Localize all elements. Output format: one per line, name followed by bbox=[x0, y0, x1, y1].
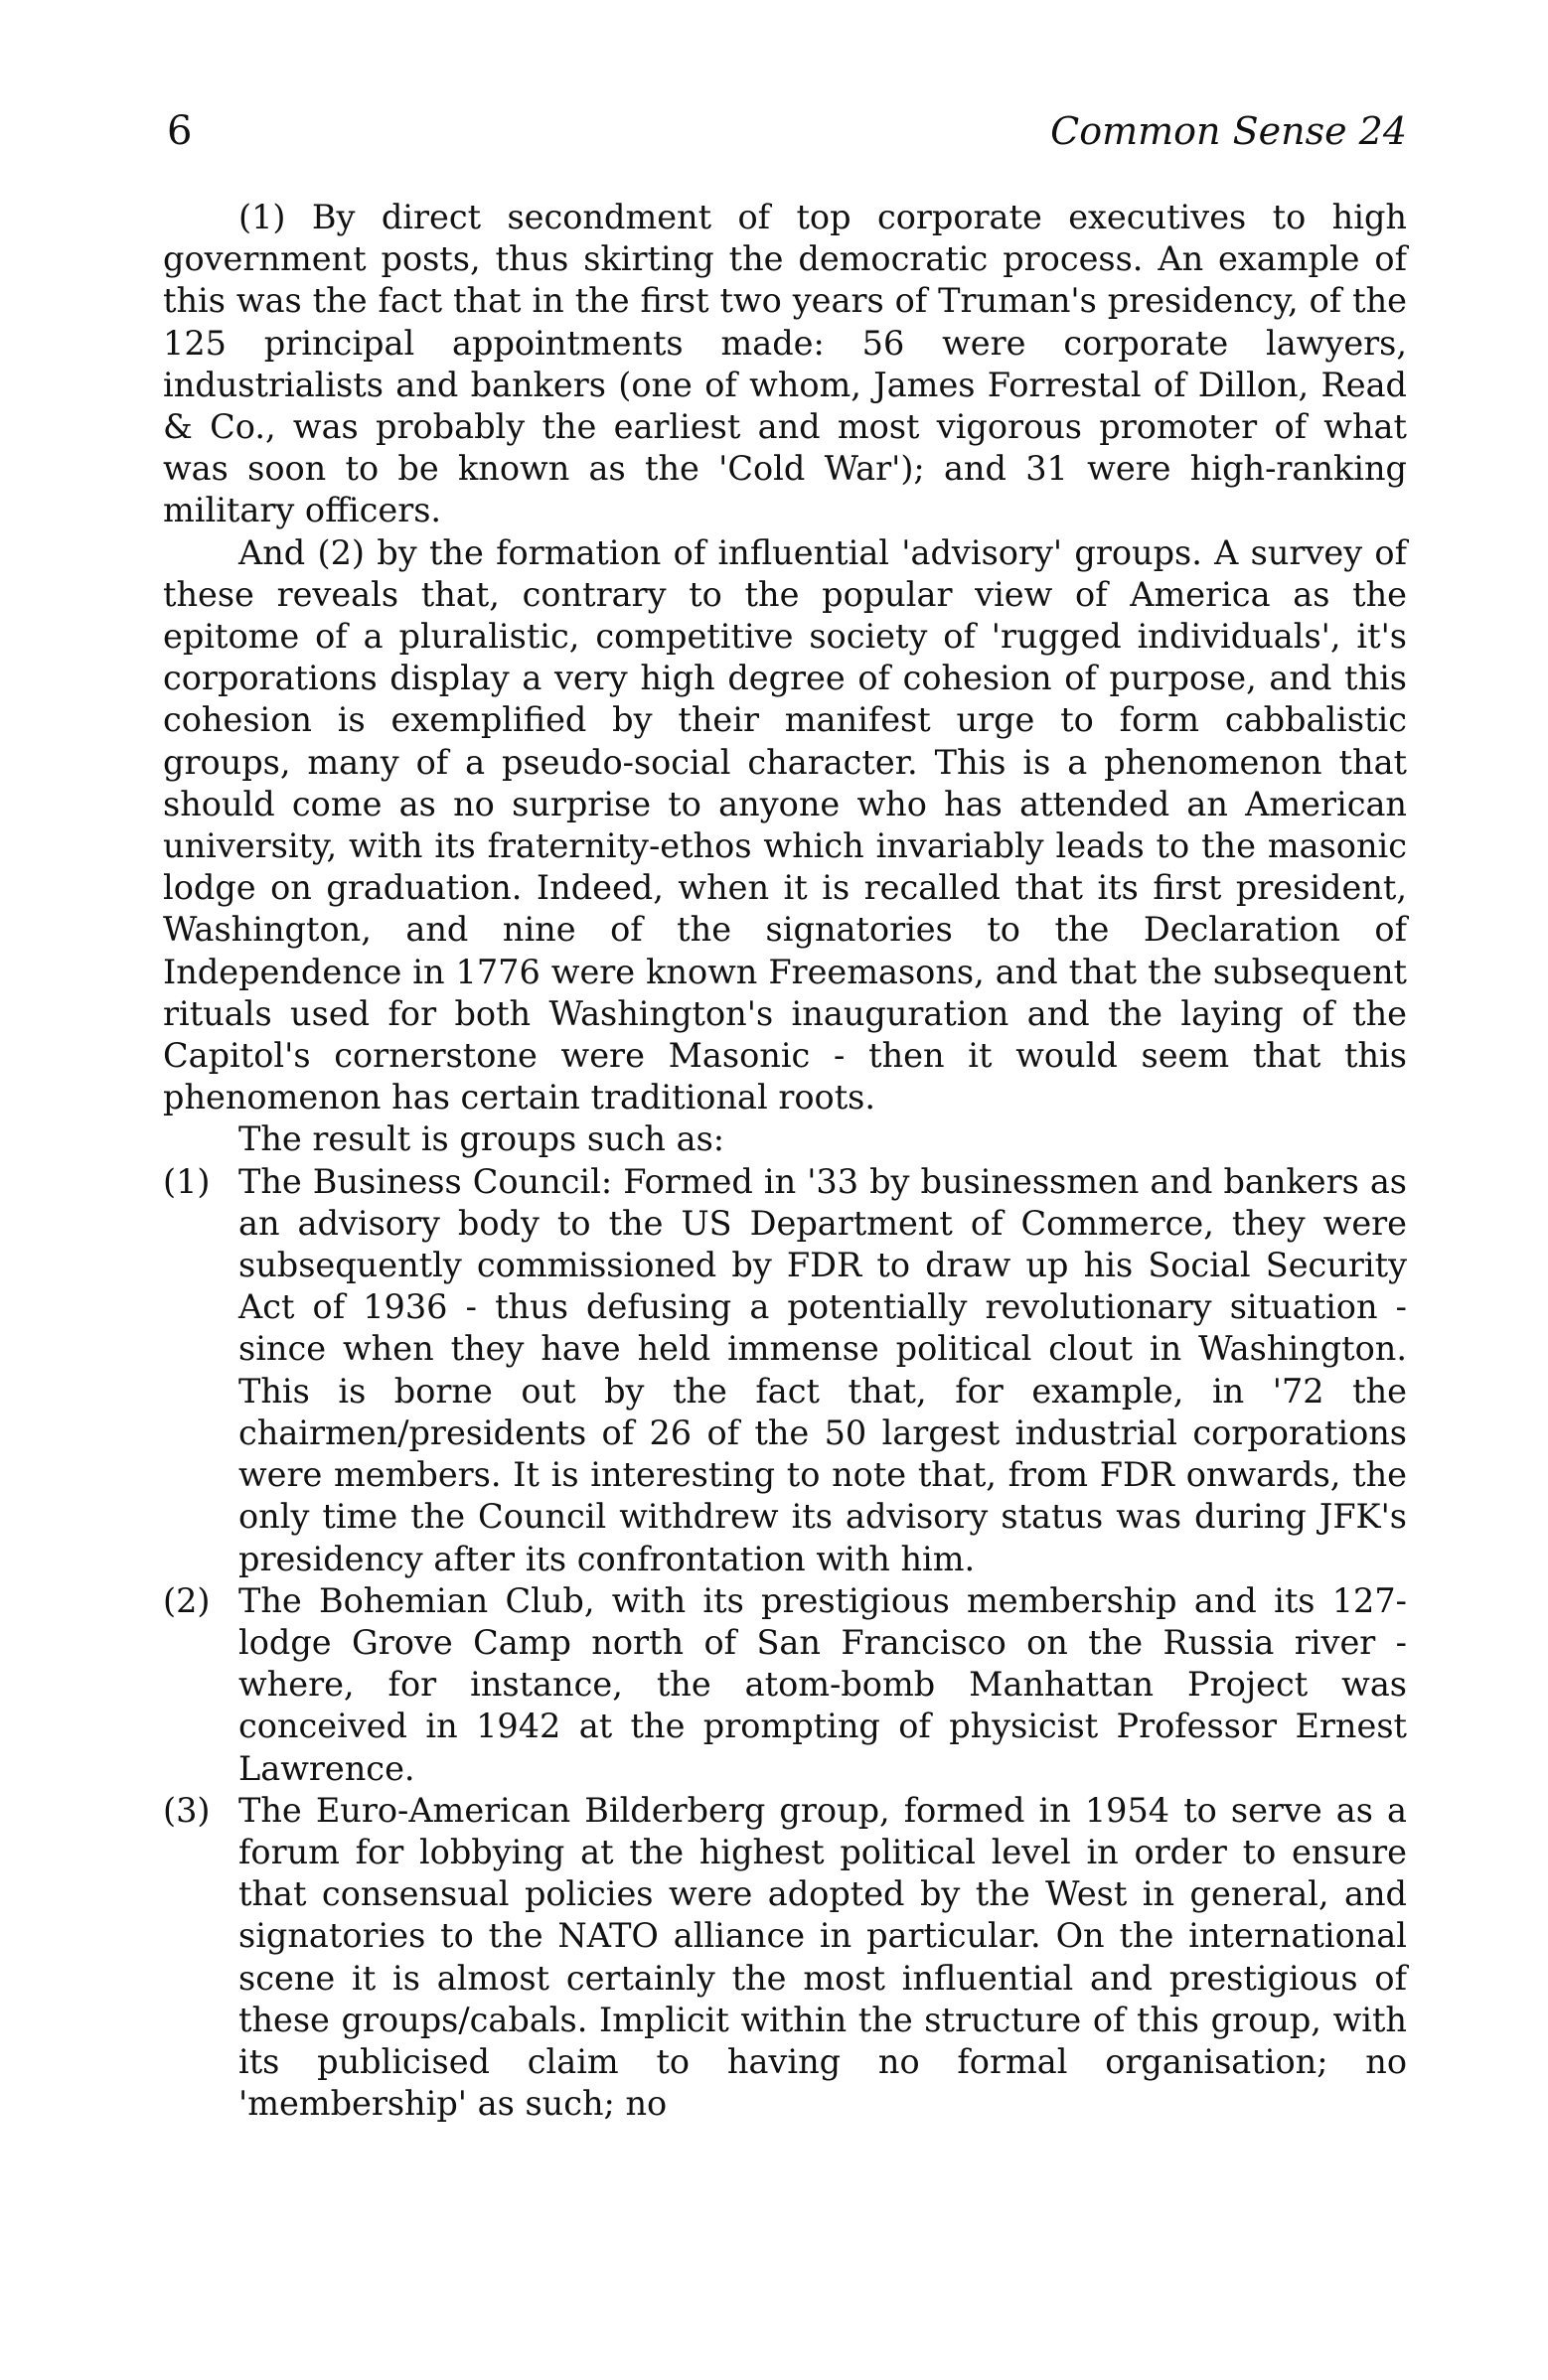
running-head: Common Sense 24 bbox=[1050, 109, 1407, 153]
list-number: (1) bbox=[163, 1161, 211, 1201]
paragraph-1: (1) By direct secondment of top corporate executives to high government posts, thus skirting the democratic process. An example of this was the fact that in the first two years of Truman's presidency, of the 125 principal appointments made: 56 were corporate lawyers, industrialists and bankers (one of whom, James Forrestal of Dillon, Read & Co., was probably the earliest and most vigorous promoter of what was soon to be known as the 'Cold War'); and 31 were high-ranking military officers. bbox=[163, 198, 1407, 530]
page-number: 6 bbox=[167, 108, 193, 154]
paragraph-2: And (2) by the formation of influential 'advisory' groups. A survey of these reveals that, contrary to the popular view of America as the epitome of a pluralistic, competitive society of 'rugged individuals', it's corporations display a very high degree of cohesion of purpose, and this cohesion is exemplified by their manifest urge to form cabbalistic groups, many of a pseudo-social character. This is a phenomenon that should come as no surprise to anyone who has attended an American university, with its fraternity-ethos which invariably leads to the masonic lodge on graduation. Indeed, when it is recalled that its first president, Washington, and nine of the signatories to the Declaration of Independence in 1776 were known Freemasons, and that the subsequent rituals used for both Washington's inauguration and the laying of the Capitol's cornerstone were Masonic - then it would seem that this phenomenon has certain traditional roots. bbox=[163, 532, 1407, 1117]
list-item-3 bbox=[163, 1790, 1407, 2126]
list-text: The Business Council: Formed in '33 by businessmen and bankers as an advisory body to the US Department of Commerce, they were subsequently commissioned by FDR to draw up his Social Security Act of 1936 - thus defusing a potentially revolutionary situation - since when they have held immense political clout in Washington. This is borne out by the fact that, for example, in '72 the chairmen/presidents of 26 of the 50 largest industrial corporations were members. It is interesting to note that, from FDR onwards, the only time the Council withdrew its advisory status was during JFK's presidency after its confrontation with him. bbox=[238, 1161, 1407, 1578]
list-text: The Euro-American Bilderberg group, formed in 1954 to serve as a forum for lobbying at the highest political level in order to ensure that consensual policies were adopted by the West in general, and signatories to the NATO alliance in particular. On the international scene it is almost certainly the most influential and prestigious of these groups/cabals. Implicit within the structure of this group, with its publicised claim to having no formal organisation; no 'membership' as such; no bbox=[238, 1790, 1407, 2124]
body-text bbox=[163, 197, 1407, 2125]
list-number: (3) bbox=[163, 1790, 211, 1830]
list-text: The Bohemian Club, with its prestigious membership and its 127-lodge Grove Camp north of San Francisco on the Russia river - where, for instance, the atom-bomb Manhattan Project was conceived in 1942 at the prompting of physicist Professor Ernest Lawrence. bbox=[238, 1580, 1407, 1788]
list-item-2 bbox=[163, 1580, 1407, 1790]
list-item-1 bbox=[163, 1161, 1407, 1580]
paragraph-3: The result is groups such as: bbox=[238, 1119, 725, 1159]
list-number: (2) bbox=[163, 1580, 211, 1620]
